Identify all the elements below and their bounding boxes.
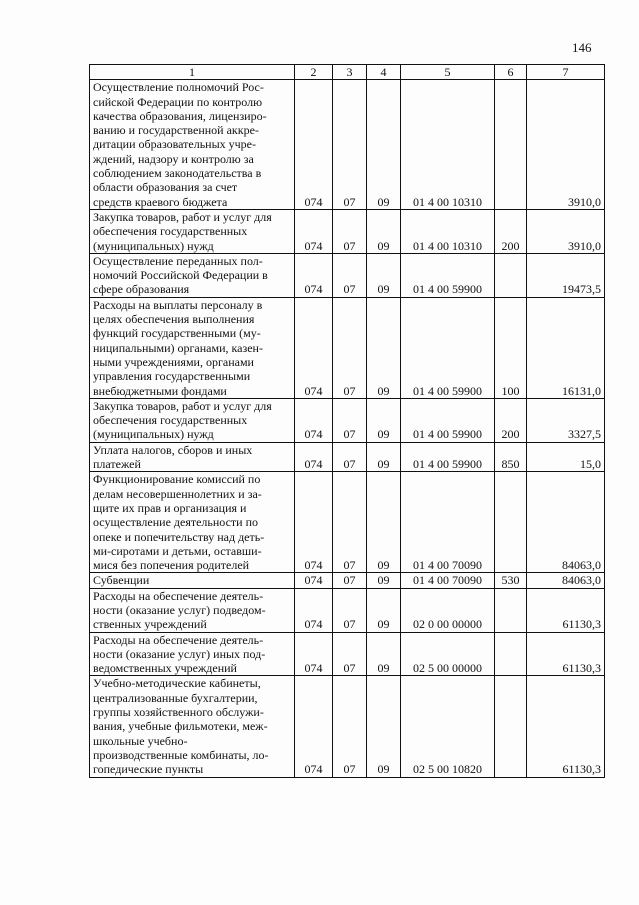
- description-line: Учебно-методические кабинеты,: [93, 676, 261, 691]
- subsection-cell: 09: [367, 398, 401, 442]
- description-line: сфере образования: [93, 282, 190, 297]
- description-line: Субвенции: [93, 573, 150, 588]
- column-header: 6: [495, 65, 527, 80]
- description-line: школьные учебно-: [93, 733, 188, 748]
- amount-cell: 3910,0: [527, 209, 605, 253]
- row-description: [90, 253, 295, 297]
- subsection-cell: 09: [367, 472, 401, 573]
- description-line: ждений, надзору и контролю за: [93, 151, 254, 166]
- row-description: [90, 588, 295, 632]
- target-article-cell: 01 4 00 10310: [401, 209, 495, 253]
- amount-cell: 19473,5: [527, 253, 605, 297]
- admin-code-cell: 074: [295, 297, 333, 398]
- admin-code-cell: 074: [295, 676, 333, 777]
- description-line: Осуществление полномочий Рос-: [93, 80, 264, 95]
- amount-cell: 61130,3: [527, 632, 605, 676]
- section-cell: 07: [333, 632, 367, 676]
- expense-type-cell: 200: [495, 209, 527, 253]
- description-line: Закупка товаров, работ и услуг для: [93, 398, 272, 413]
- amount-cell: 84063,0: [527, 573, 605, 588]
- description-line: соблюдением законодательства в: [93, 166, 262, 181]
- expense-type-cell: [495, 632, 527, 676]
- expense-type-cell: [495, 472, 527, 573]
- subsection-cell: 09: [367, 253, 401, 297]
- description-line: сийской Федерации по контролю: [93, 94, 263, 109]
- description-line: (муниципальных) нужд: [93, 238, 214, 253]
- subsection-cell: 09: [367, 209, 401, 253]
- target-article-cell: 01 4 00 70090: [401, 573, 495, 588]
- description-line: централизованные бухгалтерии,: [93, 690, 258, 705]
- subsection-cell: 09: [367, 588, 401, 632]
- expense-type-cell: 530: [495, 573, 527, 588]
- expense-type-cell: 850: [495, 442, 527, 472]
- column-header: 4: [367, 65, 401, 80]
- description-line: опеке и попечительству над деть-: [93, 529, 265, 544]
- section-cell: 07: [333, 676, 367, 777]
- description-line: осуществление деятельности по: [93, 515, 259, 530]
- description-line: дитации образовательных учре-: [93, 137, 257, 152]
- section-cell: 07: [333, 588, 367, 632]
- amount-cell: 16131,0: [527, 297, 605, 398]
- target-article-cell: 01 4 00 59900: [401, 253, 495, 297]
- description-line: обеспечения государственных: [93, 224, 248, 239]
- description-line: Расходы на выплаты персоналу в: [93, 297, 263, 312]
- section-cell: 07: [333, 573, 367, 588]
- column-header: 7: [527, 65, 605, 80]
- description-line: функций государственными (му-: [93, 326, 261, 341]
- table-body: [90, 80, 605, 777]
- description-line: средств краевого бюджета: [93, 194, 228, 209]
- description-line: ности (оказание услуг) иных под-: [93, 646, 266, 661]
- description-line: мися без попечения родителей: [93, 558, 250, 573]
- row-description: [90, 632, 295, 676]
- amount-cell: 15,0: [527, 442, 605, 472]
- subsection-cell: 09: [367, 80, 401, 210]
- description-line: (муниципальных) нужд: [93, 427, 214, 442]
- description-line: управления государственными: [93, 369, 251, 384]
- expense-type-cell: [495, 588, 527, 632]
- column-header: 2: [295, 65, 333, 80]
- description-line: ности (оказание услуг) подведом-: [93, 602, 266, 617]
- expense-type-cell: 100: [495, 297, 527, 398]
- description-line: Расходы на обеспечение деятель-: [93, 588, 264, 603]
- row-description: [90, 209, 295, 253]
- target-article-cell: 01 4 00 59900: [401, 297, 495, 398]
- section-cell: 07: [333, 209, 367, 253]
- target-article-cell: 02 0 00 00000: [401, 588, 495, 632]
- row-description: [90, 297, 295, 398]
- amount-cell: 3327,5: [527, 398, 605, 442]
- subsection-cell: 09: [367, 442, 401, 472]
- section-cell: 07: [333, 398, 367, 442]
- table-row: [90, 676, 605, 777]
- expense-type-cell: [495, 676, 527, 777]
- description-line: ниципальными) органами, казен-: [93, 340, 263, 355]
- description-line: вания, учебные фильмотеки, меж-: [93, 719, 268, 734]
- amount-cell: 61130,3: [527, 676, 605, 777]
- expense-type-cell: 200: [495, 398, 527, 442]
- row-description: [90, 676, 295, 777]
- description-line: Расходы на обеспечение деятель-: [93, 632, 264, 647]
- table-row: [90, 632, 605, 676]
- section-cell: 07: [333, 80, 367, 210]
- subsection-cell: 09: [367, 573, 401, 588]
- admin-code-cell: 074: [295, 398, 333, 442]
- description-line: качества образования, лицензиро-: [93, 108, 267, 123]
- expense-type-cell: [495, 80, 527, 210]
- budget-table: [89, 64, 605, 778]
- table-row: [90, 573, 605, 588]
- description-line: области образования за счет: [93, 180, 238, 195]
- description-line: делам несовершеннолетних и за-: [93, 486, 262, 501]
- target-article-cell: 01 4 00 59900: [401, 398, 495, 442]
- description-line: внебюджетными фондами: [93, 383, 227, 398]
- expense-type-cell: [495, 253, 527, 297]
- column-header: 3: [333, 65, 367, 80]
- row-description: [90, 442, 295, 472]
- amount-cell: 3910,0: [527, 80, 605, 210]
- table-row: [90, 80, 605, 210]
- amount-cell: 61130,3: [527, 588, 605, 632]
- admin-code-cell: 074: [295, 632, 333, 676]
- target-article-cell: 01 4 00 70090: [401, 472, 495, 573]
- header-row: [90, 65, 605, 80]
- subsection-cell: 09: [367, 632, 401, 676]
- target-article-cell: 01 4 00 10310: [401, 80, 495, 210]
- description-line: Осуществление переданных пол-: [93, 253, 263, 268]
- admin-code-cell: 074: [295, 588, 333, 632]
- description-line: щите их прав и организация и: [93, 500, 247, 515]
- row-description: [90, 573, 295, 588]
- row-description: [90, 398, 295, 442]
- table-row: [90, 209, 605, 253]
- table-header: [90, 65, 605, 80]
- subsection-cell: 09: [367, 676, 401, 777]
- description-line: номочий Российской Федерации в: [93, 268, 268, 283]
- target-article-cell: 02 5 00 00000: [401, 632, 495, 676]
- target-article-cell: 02 5 00 10820: [401, 676, 495, 777]
- admin-code-cell: 074: [295, 209, 333, 253]
- section-cell: 07: [333, 472, 367, 573]
- section-cell: 07: [333, 442, 367, 472]
- subsection-cell: 09: [367, 297, 401, 398]
- description-line: группы хозяйственного обслужи-: [93, 705, 264, 720]
- description-line: ными учреждениями, органами: [93, 354, 254, 369]
- admin-code-cell: 074: [295, 442, 333, 472]
- column-header: 1: [90, 65, 295, 80]
- description-line: Уплата налогов, сборов и иных: [93, 442, 253, 457]
- row-description: [90, 80, 295, 210]
- admin-code-cell: 074: [295, 472, 333, 573]
- description-line: производственные комбинаты, ло-: [93, 747, 269, 762]
- description-line: ведомственных учреждений: [93, 661, 237, 676]
- description-line: платежей: [93, 457, 141, 472]
- amount-cell: 84063,0: [527, 472, 605, 573]
- admin-code-cell: 074: [295, 80, 333, 210]
- row-description: [90, 472, 295, 573]
- description-line: ственных учреждений: [93, 617, 207, 632]
- table-row: [90, 472, 605, 573]
- admin-code-cell: 074: [295, 573, 333, 588]
- description-line: гопедические пункты: [93, 762, 204, 777]
- column-header: 5: [401, 65, 495, 80]
- table-row: [90, 442, 605, 472]
- description-line: обеспечения государственных: [93, 413, 248, 428]
- description-line: Закупка товаров, работ и услуг для: [93, 209, 272, 224]
- table-row: [90, 297, 605, 398]
- table-row: [90, 253, 605, 297]
- section-cell: 07: [333, 253, 367, 297]
- page-number: 146: [572, 40, 592, 55]
- admin-code-cell: 074: [295, 253, 333, 297]
- description-line: целях обеспечения выполнения: [93, 312, 255, 327]
- table-row: [90, 398, 605, 442]
- section-cell: 07: [333, 297, 367, 398]
- description-line: ванию и государственной аккре-: [93, 123, 259, 138]
- target-article-cell: 01 4 00 59900: [401, 442, 495, 472]
- table-row: [90, 588, 605, 632]
- description-line: Функционирование комиссий по: [93, 472, 261, 487]
- description-line: ми-сиротами и детьми, оставши-: [93, 543, 262, 558]
